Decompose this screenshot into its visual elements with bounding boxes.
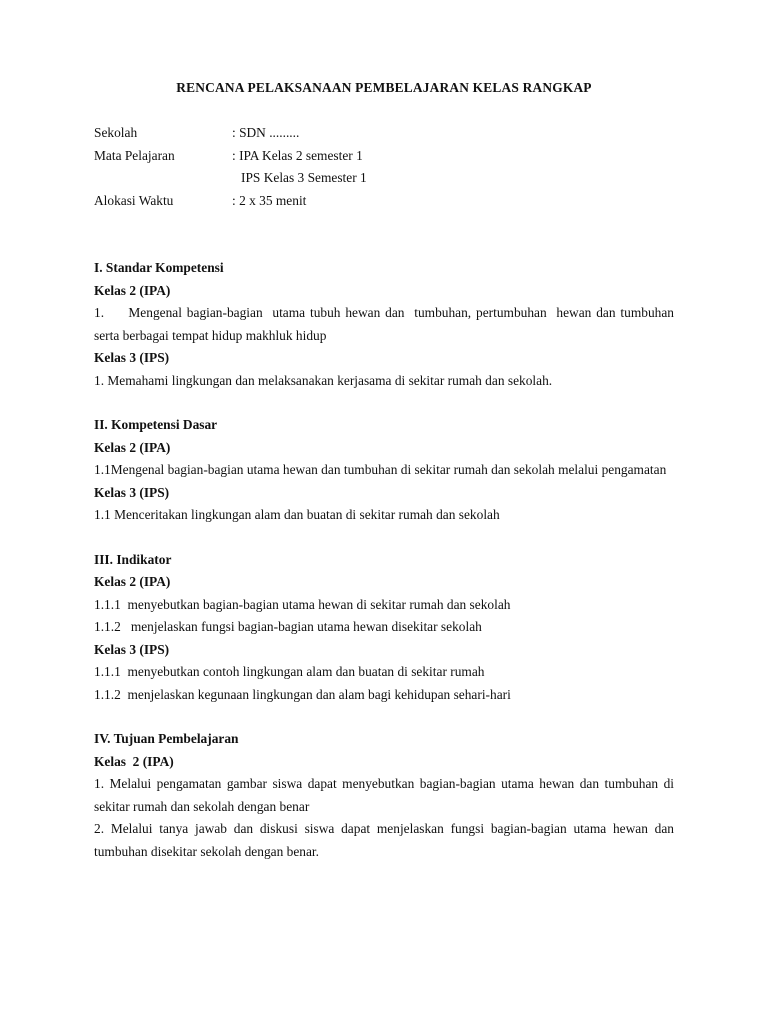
list-item: 1. Melalui pengamatan gambar siswa dapat menyebutkan bagian-bagian utama hewan dan tumbuhan di sekitar rumah dan sekolah dengan benar <box>94 776 674 814</box>
document-content <box>94 257 681 885</box>
paragraph: 1. Memahami lingkungan dan melaksanakan kerjasama di sekitar rumah dan sekolah. <box>94 372 553 388</box>
list-item: 1.1.1 menyebutkan contoh lingkungan alam dan buatan di sekitar rumah <box>94 664 485 679</box>
sekolah-value: : SDN ......... <box>232 125 300 140</box>
kelas-heading: Kelas 2 (IPA) <box>94 574 171 589</box>
kelas-heading: Kelas 3 (IPS) <box>94 484 170 500</box>
list-item: 1.1.1 menyebutkan bagian-bagian utama hewan di sekitar rumah dan sekolah <box>94 596 511 612</box>
document-title: RENCANA PELAKSANAAN PEMBELAJARAN KELAS RANGKAP <box>176 80 592 95</box>
mapel-value-ipa: : IPA Kelas 2 semester 1 <box>232 147 363 163</box>
section-title: III. Indikator <box>94 551 172 567</box>
info-row-mapel <box>94 145 367 168</box>
section-title: II. Kompetensi Dasar <box>94 417 218 432</box>
list-item: 1.1.2 menjelaskan kegunaan lingkungan dan alam bagi kehidupan sehari-hari <box>94 686 511 702</box>
sekolah-label: Sekolah <box>94 125 138 140</box>
list-item: 2. Melalui tanya jawab dan diskusi siswa dapat menjelaskan fungsi bagian-bagian utama hewan dan tumbuhan disekitar sekolah dengan benar. <box>94 821 674 859</box>
list-item: 1.1.2 menjelaskan fungsi bagian-bagian utama hewan disekitar sekolah <box>94 619 482 634</box>
kelas-heading: Kelas 2 (IPA) <box>94 439 171 455</box>
section-title: I. Standar Kompetensi <box>94 260 224 275</box>
mapel-value-ips: IPS Kelas 3 Semester 1 <box>241 170 367 185</box>
paragraph: 1.1Mengenal bagian-bagian utama hewan dan tumbuhan di sekitar rumah dan sekolah melalui pengamatan <box>94 462 667 477</box>
kelas-heading: Kelas 2 (IPA) <box>94 753 174 769</box>
info-row-alokasi <box>94 190 367 213</box>
info-spacer <box>94 167 232 190</box>
kelas-heading: Kelas 2 (IPA) <box>94 282 171 298</box>
info-row-sekolah <box>94 122 367 145</box>
info-row-mapel-2 <box>94 167 367 190</box>
section-standar-kompetensi <box>94 257 681 392</box>
alokasi-value: : 2 x 35 menit <box>232 192 307 208</box>
section-kompetensi-dasar <box>94 414 674 527</box>
kelas-heading: Kelas 3 (IPS) <box>94 641 170 657</box>
document-info <box>94 122 367 212</box>
mapel-label: Mata Pelajaran <box>94 147 175 163</box>
section-tujuan-pembelajaran <box>94 728 674 863</box>
section-indikator <box>94 549 674 707</box>
paragraph: 1.1 Menceritakan lingkungan alam dan buatan di sekitar rumah dan sekolah <box>94 507 500 522</box>
kelas-heading: Kelas 3 (IPS) <box>94 350 170 365</box>
alokasi-label: Alokasi Waktu <box>94 192 174 208</box>
paragraph: 1. Mengenal bagian-bagian utama tubuh hewan dan tumbuhan, pertumbuhan hewan dan tumbuhan serta berbagai tempat hidup makhluk hidup <box>94 305 681 343</box>
section-title: IV. Tujuan Pembelajaran <box>94 731 239 746</box>
